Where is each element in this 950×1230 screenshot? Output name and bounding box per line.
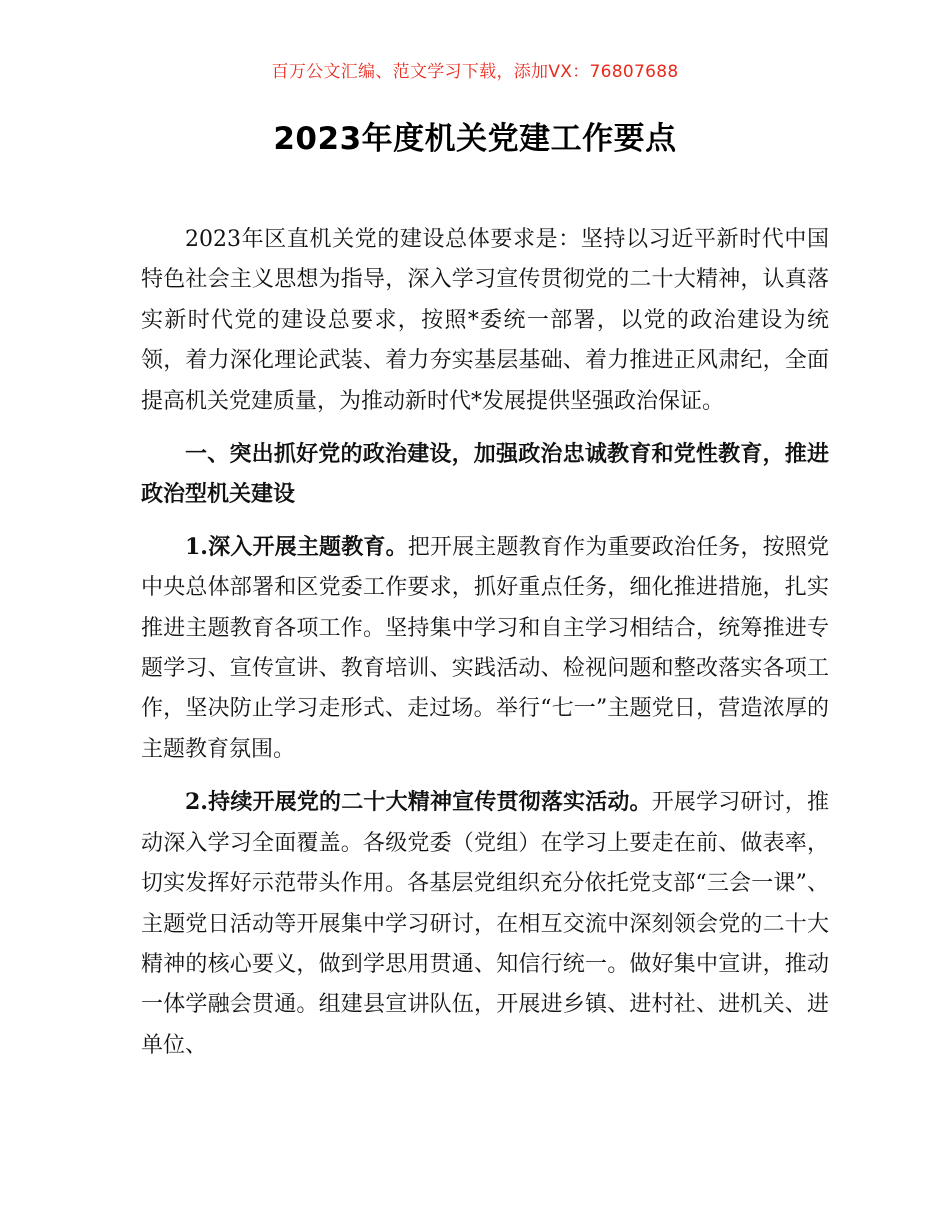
document-body	[141, 220, 829, 1078]
item-paragraph-1	[141, 527, 829, 770]
document-title: 2023年度机关党建工作要点	[273, 121, 677, 157]
item-body-1: 把开展主题教育作为重要政治任务，按照党中央总体部署和区党委工作要求，抓好重点任务，细化推进措施，扎实推进主题教育各项工作。坚持集中学习和自主学习相结合，统筹推进专题学习、宣传宣讲、教育培训、实践活动、检视问题和整改落实各项工作，坚决防止学习走形式、走过场。举行“七一”主题党日，营造浓厚的主题教育氛围。	[141, 534, 829, 762]
item-body-2: 开展学习研讨，推动深入学习全面覆盖。各级党委（党组）在学习上要走在前、做表率，切实发挥好示范带头作用。各基层党组织充分依托党支部“三会一课”、主题党日活动等开展集中学习研讨，在相互交流中深刻领会党的二十大精神的核心要义，做到学思用贯通、知信行统一。做好集中宣讲，推动一体学融会贯通。组建县宣讲队伍，开展进乡镇、进村社、进机关、进单位、	[141, 790, 829, 1058]
item-lead-1: 1.深入开展主题教育。	[185, 533, 408, 560]
section-heading-1: 一、突出抓好党的政治建设，加强政治忠诚教育和党性教育，推进政治型机关建设	[141, 441, 829, 508]
item-lead-2: 2.持续开展党的二十大精神宣传贯彻落实活动。	[185, 789, 652, 816]
item-paragraph-2	[141, 782, 829, 1066]
intro-paragraph: 2023年区直机关党的建设总体要求是：坚持以习近平新时代中国特色社会主义思想为指导，深入学习宣传贯彻党的二十大精神，认真落实新时代党的建设总要求，按照*委统一部署，以党的政治建设为统领，着力深化理论武装、着力夯实基层基础、着力推进正风肃纪，全面提高机关党建质量，为推动新时代*发展提供坚强政治保证。	[141, 227, 829, 414]
watermark-banner: 百万公文汇编、范文学习下载，添加VX：76807688	[271, 62, 679, 82]
